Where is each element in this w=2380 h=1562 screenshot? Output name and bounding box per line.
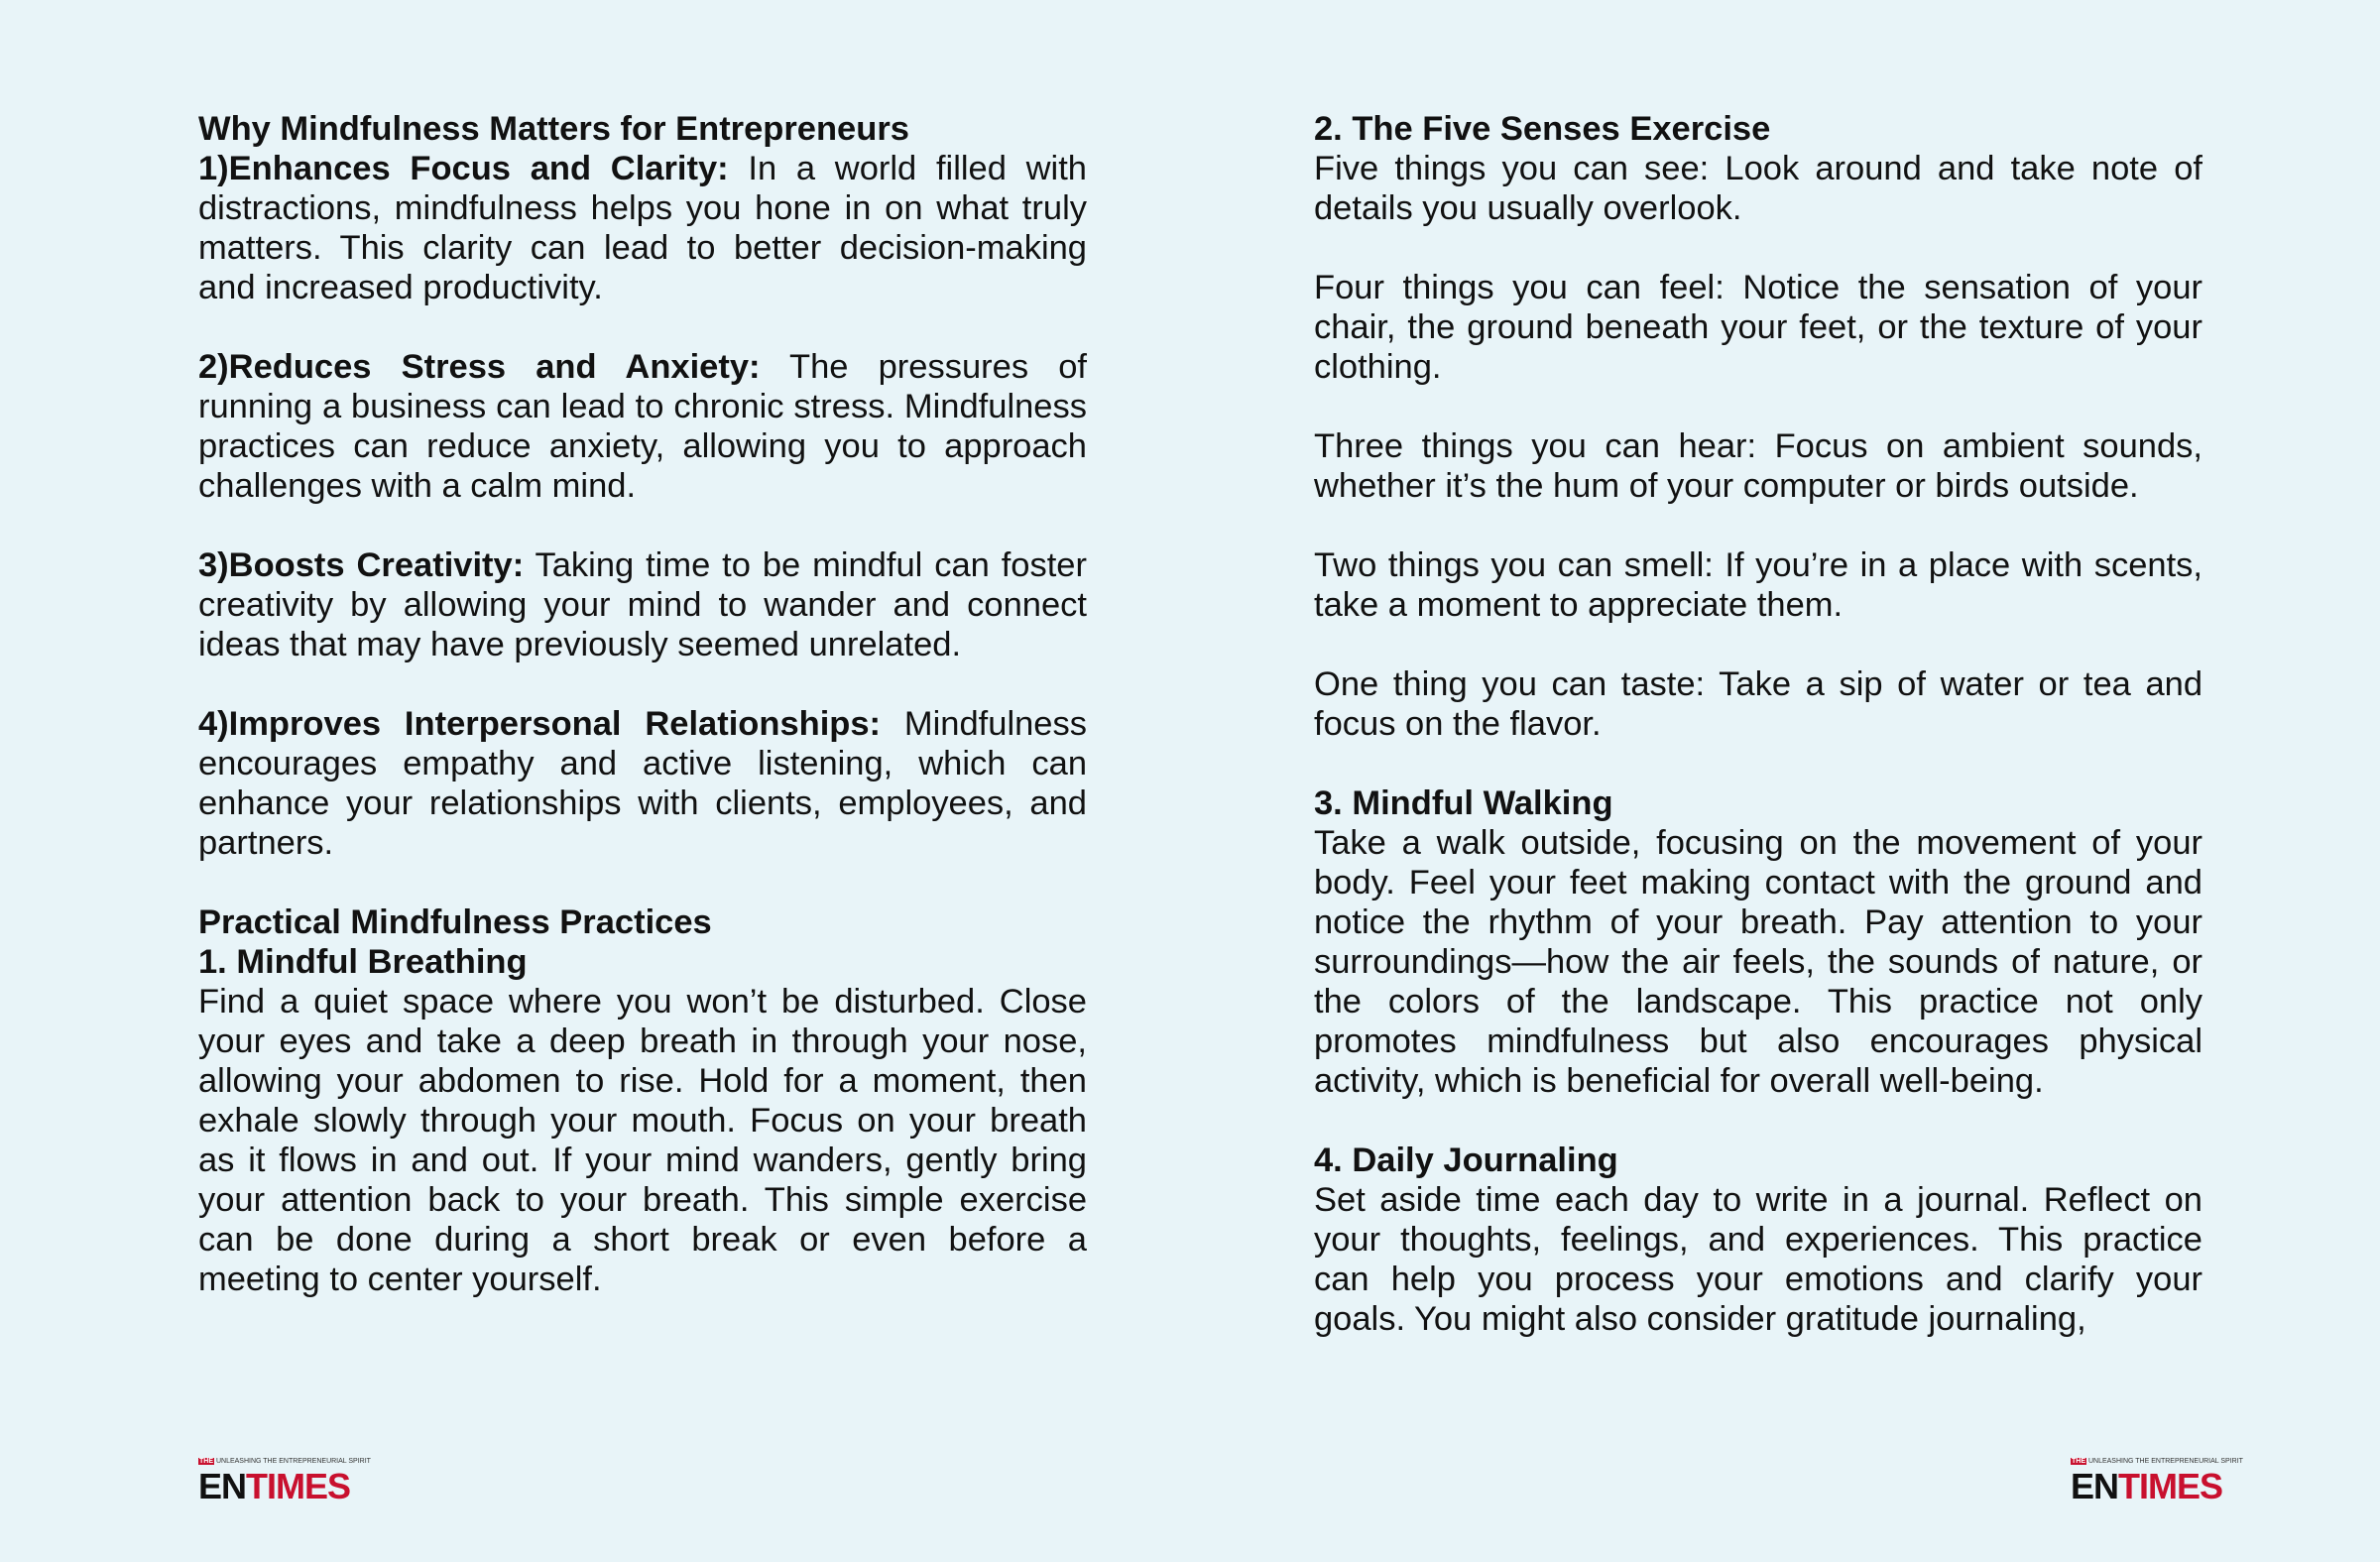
sense-item: Three things you can hear: Focus on ambient sounds, whether it’s the hum of your computer or birds outside.	[1314, 427, 2202, 505]
walking-title: 3. Mindful Walking	[1314, 784, 1613, 822]
sense-item: One thing you can taste: Take a sip of water or tea and focus on the flavor.	[1314, 665, 2202, 743]
benefit-item: 4)Improves Interpersonal Relationships: Mindfulness encourages empathy and active listening, which can enhance your relationships with clients, employees, and partners.	[198, 705, 1087, 862]
breathing-title: 1. Mindful Breathing	[198, 943, 528, 981]
right-column	[1314, 109, 2202, 1339]
entimes-logo-right: THE UNLEASHING THE ENTREPRENEURIAL SPIRIT ENTIMES	[2071, 1458, 2243, 1506]
practices-title: Practical Mindfulness Practices	[198, 903, 712, 941]
practices-section	[198, 902, 1087, 1299]
sense-item: Four things you can feel: Notice the sensation of your chair, the ground beneath your feet, or the texture of your clothing.	[1314, 269, 2202, 386]
sense-item: Five things you can see: Look around and take note of details you usually overlook.	[1314, 150, 2202, 227]
benefit-item: 2)Reduces Stress and Anxiety: The pressures of running a business can lead to chronic stress. Mindfulness practices can reduce anxiety, allowing you to approach challenges with a calm mind.	[198, 348, 1087, 505]
sense-item: Two things you can smell: If you’re in a place with scents, take a moment to appreciate them.	[1314, 546, 2202, 624]
entimes-logo-left: THE UNLEASHING THE ENTREPRENEURIAL SPIRIT ENTIMES	[198, 1458, 371, 1506]
journaling-title: 4. Daily Journaling	[1314, 1141, 1618, 1179]
journaling-text: Set aside time each day to write in a journal. Reflect on your thoughts, feelings, and experiences. This practice can help you process your emotions and clarify your goals. You might also consider gratitude journaling,	[1314, 1181, 2202, 1338]
breathing-text: Find a quiet space where you won’t be disturbed. Close your eyes and take a deep breath in through your nose, allowing your abdomen to rise. Hold for a moment, then exhale slowly through your mouth. Focus on your breath as it flows in and out. If your mind wanders, gently bring your attention back to your breath. This simple exercise can be done during a short break or even before a meeting to center yourself.	[198, 983, 1087, 1298]
section-why	[198, 109, 1087, 149]
senses-section	[1314, 109, 2202, 228]
walking-section	[1314, 783, 2202, 1101]
walking-text: Take a walk outside, focusing on the movement of your body. Feel your feet making contact with the ground and notice the rhythm of your breath. Pay attention to your surroundings—how the air feels, the sounds of nature, or the colors of the landscape. This practice not only promotes mindfulness but also encourages physical activity, which is beneficial for overall well-being.	[1314, 824, 2202, 1100]
senses-title: 2. The Five Senses Exercise	[1314, 110, 1771, 148]
benefit-item: 3)Boosts Creativity: Taking time to be mindful can foster creativity by allowing your mind to wander and connect ideas that may have previously seemed unrelated.	[198, 546, 1087, 663]
left-column	[198, 109, 1087, 1299]
journaling-section	[1314, 1141, 2202, 1339]
benefit-item: 1)Enhances Focus and Clarity: In a world filled with distractions, mindfulness helps you hone in on what truly matters. This clarity can lead to better decision-making and increased productivity.	[198, 150, 1087, 306]
section-title: Why Mindfulness Matters for Entrepreneurs	[198, 110, 909, 148]
